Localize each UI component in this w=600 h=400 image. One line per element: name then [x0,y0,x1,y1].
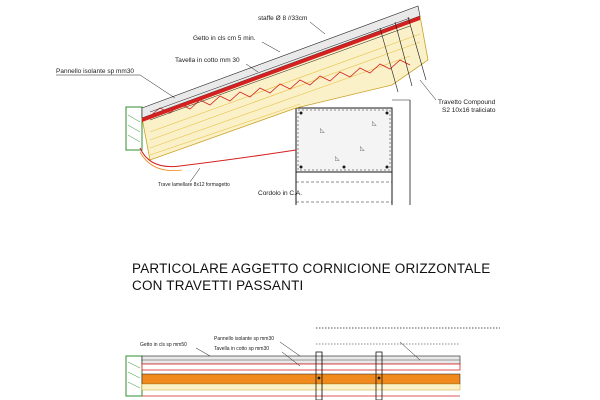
label-cordolo: Cordolo in C.A. [258,190,303,197]
label-trave: Trave lamellare 8x12 formagetto [158,182,230,188]
label-travetto-spec: S2 10x16 traliciato [442,107,496,114]
svg-text:◺: ◺ [320,128,325,134]
label-staffe: staffe Ø 8 //33cm [258,15,308,22]
label-tavella: Tavella in cotto mm 30 [175,57,240,64]
bottom-orange-beam [142,374,460,384]
bottom-detail [126,328,500,400]
label-pannello: Pannello isolante sp mm30 [56,68,135,75]
bottom-tavella-layer [142,364,460,370]
top-detail [56,6,496,205]
label-bottom-tavella: Tavella in cotto sp mm30 [214,346,270,352]
eave-fascia [126,107,142,150]
section-title-line2: CON TRAVETTI PASSANTI [132,278,304,293]
label-getto: Getto in cls cm 5 min. [193,35,256,42]
label-travetto: Travetto Compound [438,99,496,106]
svg-text:◺: ◺ [360,146,365,152]
cordolo-wall [296,100,410,205]
section-title-line1: PARTICOLARE AGGETTO CORNICIONE ORIZZONTALE [132,261,491,276]
svg-text:◺: ◺ [372,121,377,127]
label-bottom-getto: Getto in cls sp mm50 [140,342,187,348]
label-bottom-pannello: Pannello isolante sp mm30 [214,336,275,342]
svg-text:◺: ◺ [335,156,340,162]
section-title [132,261,490,293]
